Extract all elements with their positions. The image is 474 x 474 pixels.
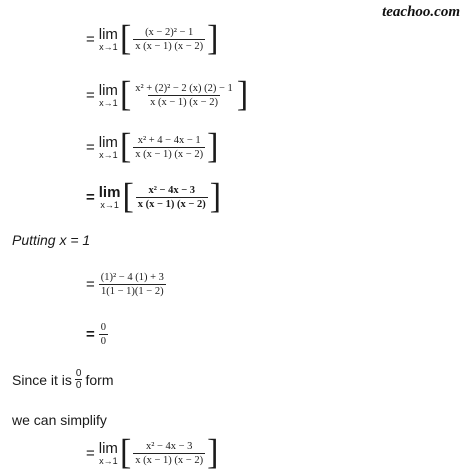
limit-operator xyxy=(99,27,118,52)
limit-operator xyxy=(99,185,121,210)
right-bracket: ] xyxy=(207,433,219,472)
numerator: x² + 4 − 4x − 1 xyxy=(137,134,201,146)
limit-final-step xyxy=(86,433,219,472)
left-bracket: [ xyxy=(119,19,132,58)
right-bracket: ] xyxy=(207,127,219,166)
left-bracket: [ xyxy=(119,433,132,472)
form-text: form xyxy=(85,371,114,388)
limit-step-3 xyxy=(86,127,219,166)
putting-label: Putting x = 1 xyxy=(12,232,91,248)
left-bracket: [ xyxy=(119,75,132,114)
simplify-label: we can simplify xyxy=(12,412,107,428)
since-statement xyxy=(12,368,113,391)
denominator: x (x − 1) (x − 2) xyxy=(137,198,206,210)
zero-over-zero xyxy=(75,368,83,391)
since-text: Since it is xyxy=(12,371,72,388)
limit-operator xyxy=(99,441,118,466)
numerator: 0 xyxy=(100,322,107,333)
equals-sign: = xyxy=(86,188,95,206)
lim-word: lim xyxy=(98,81,118,99)
lim-subscript: x→1 xyxy=(99,41,118,52)
numerator: (1)² − 4 (1) + 3 xyxy=(100,272,164,283)
numerator: 0 xyxy=(75,368,82,379)
denominator: x (x − 1) (x − 2) xyxy=(150,96,218,108)
lim-subscript: x→1 xyxy=(99,149,118,160)
denominator: 0 xyxy=(100,336,107,347)
equals-sign: = xyxy=(86,30,95,48)
denominator: x (x − 1) (x − 2) xyxy=(135,40,204,52)
denominator: 1(1 − 1)(1 − 2) xyxy=(101,286,164,297)
equals-sign: = xyxy=(86,276,95,293)
denominator: x (x − 1) (x − 2) xyxy=(135,454,204,466)
left-bracket: [ xyxy=(122,177,134,216)
lim-word: lim xyxy=(98,183,121,201)
limit-operator xyxy=(99,135,118,160)
equals-sign: = xyxy=(86,326,95,343)
lim-word: lim xyxy=(98,133,118,151)
denominator: x (x − 1) (x − 2) xyxy=(135,148,204,160)
substitution-step xyxy=(86,272,166,297)
lim-word: lim xyxy=(98,25,118,43)
zero-result xyxy=(86,322,108,347)
brand-watermark: teachoo.com xyxy=(382,4,460,20)
limit-step-1 xyxy=(86,19,219,58)
lim-subscript: x→1 xyxy=(99,97,118,108)
fraction xyxy=(99,272,166,297)
fraction xyxy=(99,322,108,347)
limit-operator xyxy=(99,83,118,108)
lim-word: lim xyxy=(98,439,118,457)
equals-sign: = xyxy=(86,444,95,462)
fraction xyxy=(131,83,237,108)
limit-step-4 xyxy=(86,177,222,216)
equals-sign: = xyxy=(86,138,95,156)
right-bracket: ] xyxy=(236,75,249,114)
right-bracket: ] xyxy=(207,19,219,58)
left-bracket: [ xyxy=(119,127,132,166)
numerator: x² + (2)² − 2 (x) (2) − 1 xyxy=(135,82,233,94)
right-bracket: ] xyxy=(209,177,222,216)
fraction xyxy=(131,441,207,466)
equals-sign: = xyxy=(86,86,95,104)
limit-step-2 xyxy=(86,75,249,114)
denominator: 0 xyxy=(75,380,82,391)
fraction xyxy=(131,27,207,52)
numerator: (x − 2)² − 1 xyxy=(145,26,194,38)
numerator: x² − 4x − 3 xyxy=(148,184,196,196)
numerator: x² − 4x − 3 xyxy=(145,440,193,452)
fraction xyxy=(134,185,210,210)
lim-subscript: x→1 xyxy=(100,199,119,210)
fraction xyxy=(131,135,207,160)
lim-subscript: x→1 xyxy=(99,455,118,466)
